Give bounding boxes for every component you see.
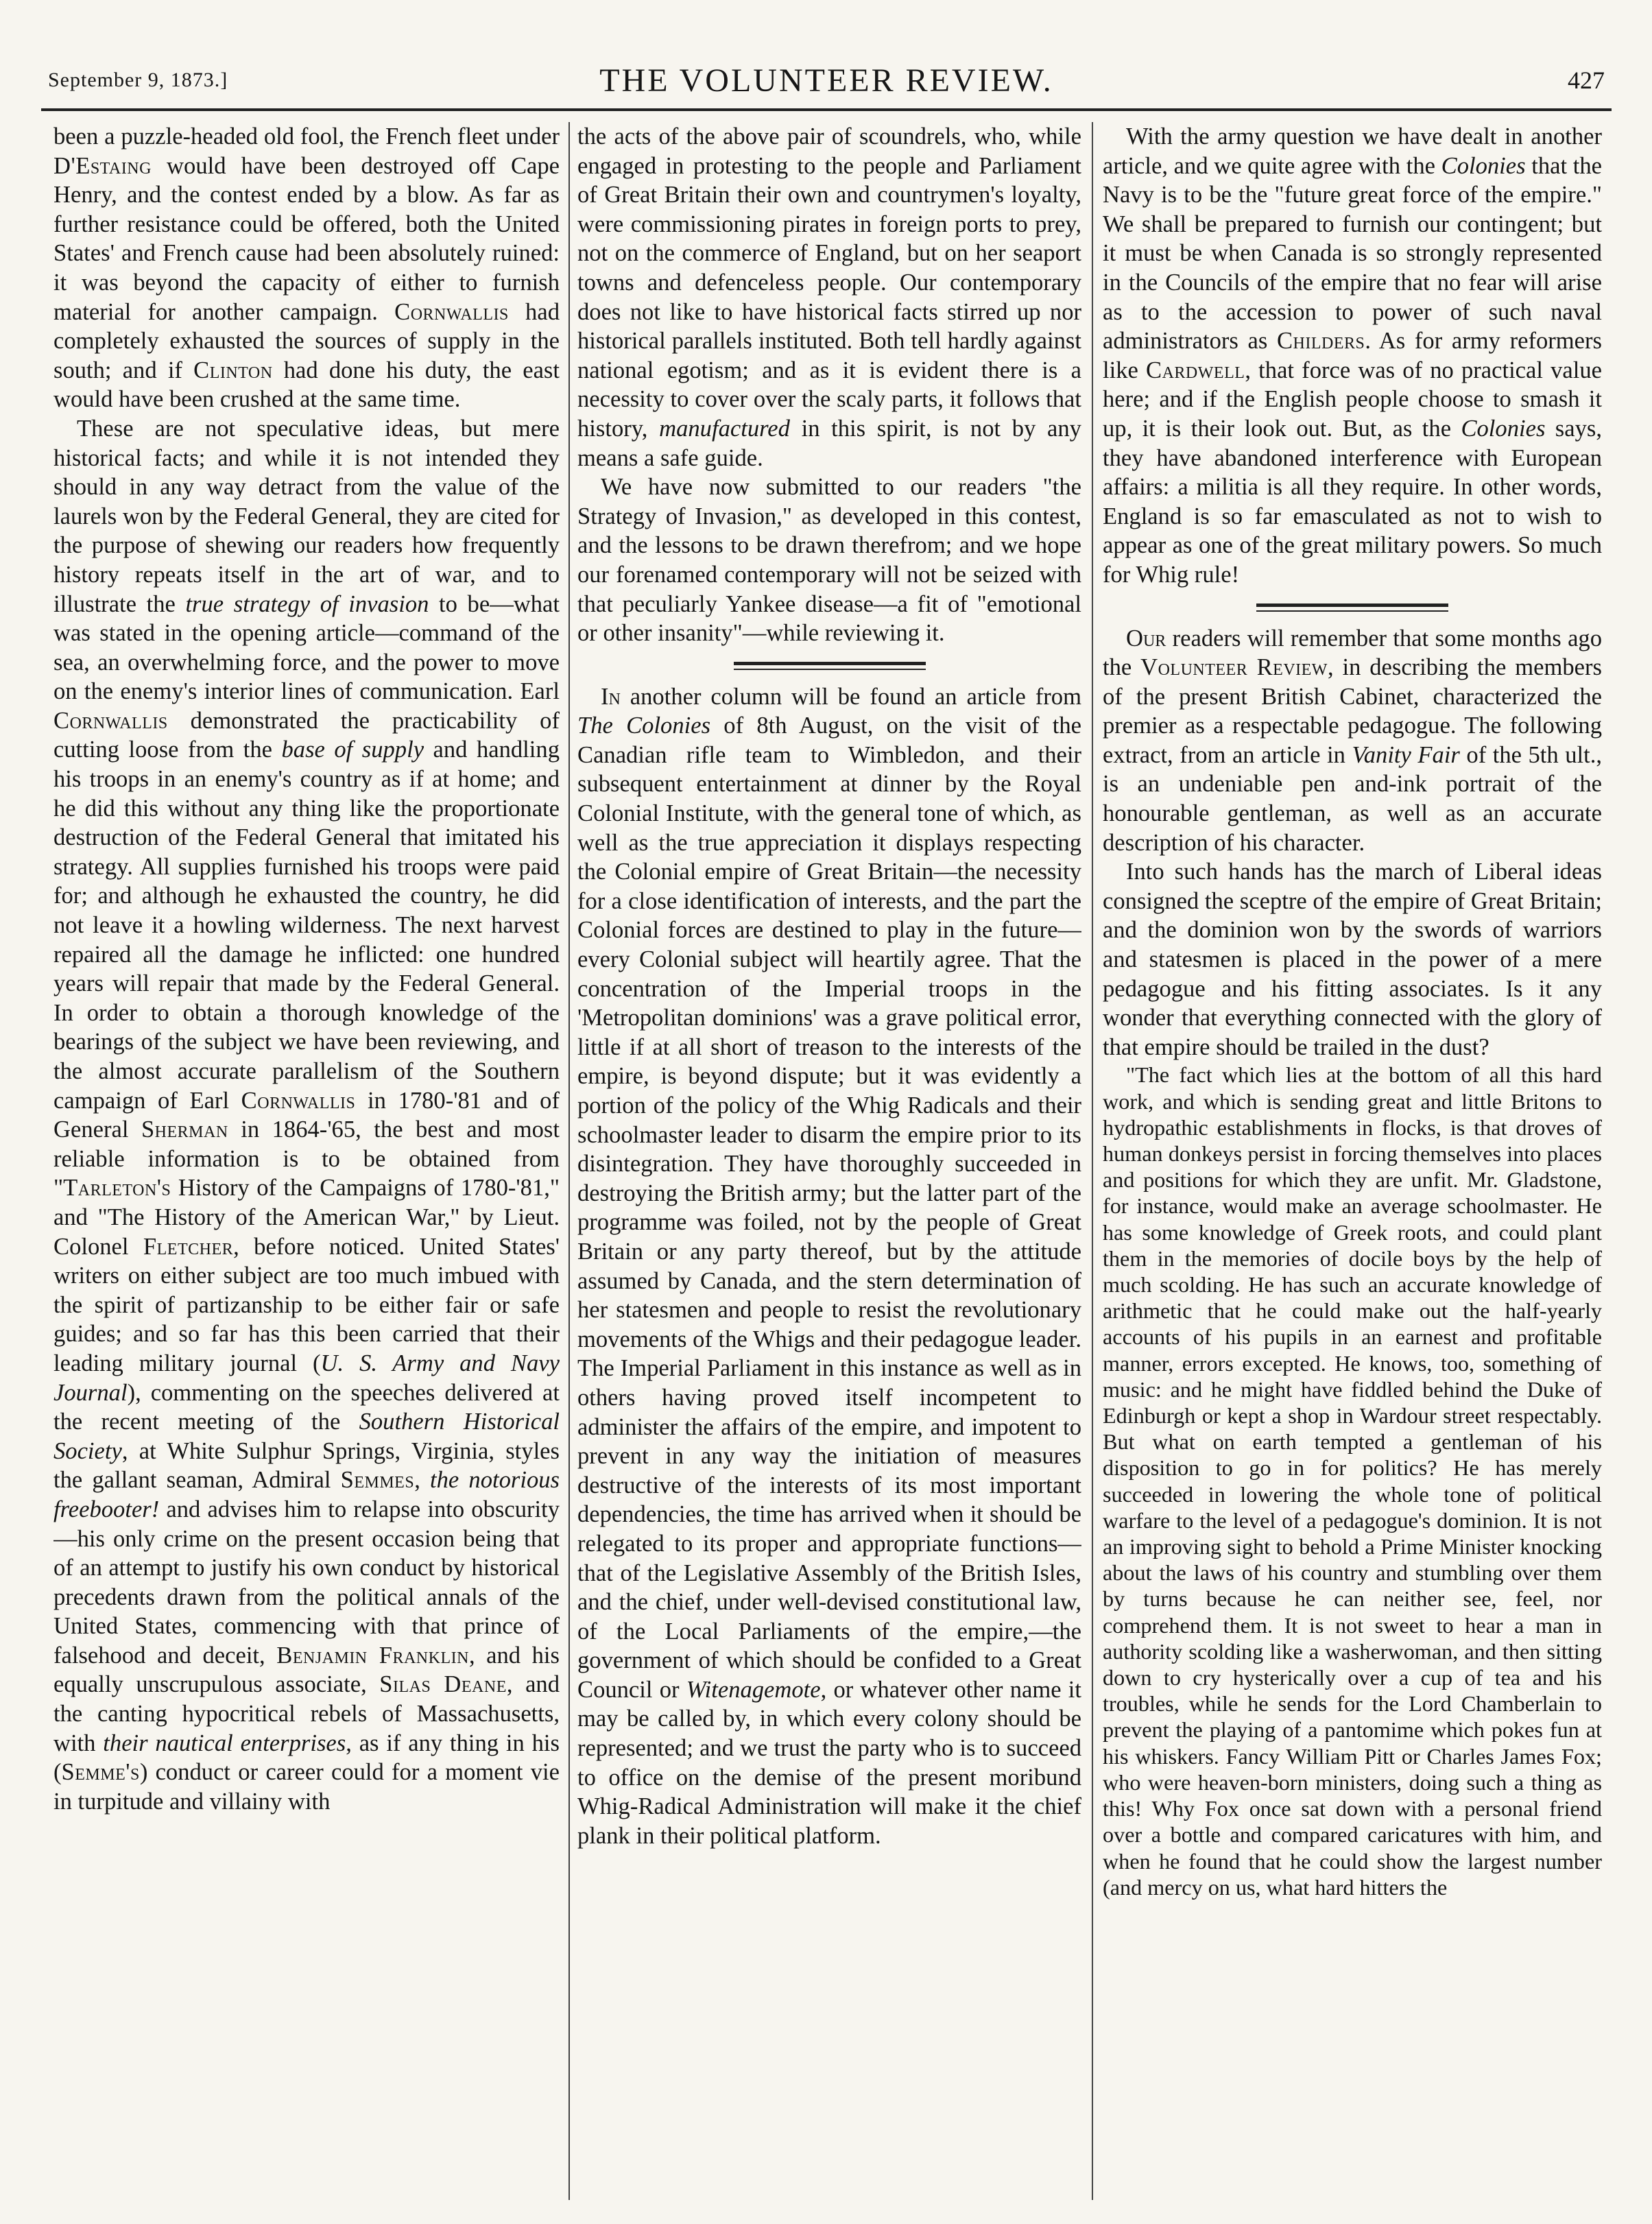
article-paragraph: In another column will be found an article from The Colonies of 8th August, on the visit of the Canadian rifle team to Wimbledon, and their subsequent entertainment at dinner by the Royal Colonial Institute, with the general tone of which, as well as the true appreciation it displays respecting the Colonial empire of Great Britain—the necessity for a close identification of interests, and the part the Colonial forces are destined to play in the future—every Colonial subject will heartily agree. That the concentration of the Imperial troops in the 'Metropolitan dominions' was a grave political error, little if at all short of treason to the interests of the empire, is beyond dispute; but it was evidently a portion of the policy of the Whig Radicals and their schoolmaster leader to disarm the empire prior to its disintegration. They have thoroughly succeeded in destroying the British army; but the latter part of the programme was foiled, not by the people of Great Britain or any party thereof, but by the attitude assumed by Canada, and the stern determination of her statesmen and people to resist the revolutionary movements of the Whigs and their pedagogue leader. The Imperial Parliament in this instance as well as in others having proved itself incompetent to administer the affairs of the empire, and impotent to prevent in any way the initiation of measures destructive of the interests of its most important dependencies, the time has arrived when it should be relegated to its proper and appropriate functions—that of the Legislative Assembly of the British Isles, and the chief, under well-devised constitutional law, of the Local Parliaments of the empire,—the government of which should be confided to a Great Council or Witenagemote, or whatever other name it may be called by, in which every colony should be represented; and we trust the party who is to succeed to office on the demise of the present moribund Whig-Radical Administration will make it the chief plank in their political platform. bbox=[577, 683, 1081, 1849]
column-3 bbox=[1103, 122, 1602, 2200]
article-paragraph: been a puzzle-headed old fool, the French fleet under D'Estaing would have been destroyed off Cape Henry, and the contest ended by a blow. As far as further resistance could be offered, both the United States' and French cause had been absolutely ruined: it was beyond the capacity of either to furnish material for another campaign. Cornwallis had completely exhausted the sources of supply in the south; and if Clinton had done his duty, the east would have been crushed at the same time. bbox=[53, 123, 560, 413]
column-rule-2 bbox=[1092, 122, 1093, 2200]
column-2 bbox=[577, 122, 1081, 2200]
article-paragraph: These are not speculative ideas, but mere historical facts; and while it is not intended they should in any way detract from the value of the laurels won by the Federal General, they are cited for the purpose of shewing our readers how frequently history repeats itself in the art of war, and to illustrate the true strategy of invasion to be—what was stated in the opening article—command of the sea, an overwhelming force, and the power to move on the enemy's interior lines of communication. Earl Cornwallis demonstrated the practicability of cutting loose from the base of supply and handling his troops in an enemy's country as if at home; and he did this without any thing like the proportionate destruction of the Federal General that imitated his strategy. All supplies furnished his troops were paid for; and although he exhausted the country, he did not leave it a howling wilderness. The next harvest repaired all the damage he inflicted: one hundred years will repair that made by the Federal General. In order to obtain a thorough knowledge of the bearings of the subject we have been reviewing, and the almost accurate parallelism of the Southern campaign of Earl Cornwallis in 1780-'81 and of General Sherman in 1864-'65, the best and most reliable information is to be obtained from "Tarleton's History of the Campaigns of 1780-'81," and "The History of the American War," by Lieut. Colonel Fletcher, before noticed. United States' writers on either subject are too much imbued with the spirit of partizanship to be either fair or safe guides; and so far has this been carried that their leading military journal (U. S. Army and Navy Journal), commenting on the speeches delivered at the recent meeting of the Southern Historical Society, at White Sulphur Springs, Virginia, styles the gallant seaman, Admiral Semmes, the notorious freebooter! and advises him to relapse into obscurity—his only crime on the present occasion being that of an attempt to justify his own conduct by historical precedents drawn from the political annals of the United States, commencing with that prince of falsehood and deceit, Benjamin Franklin, and his equally unscrupulous associate, Silas Deane, and the canting hypocritical rebels of Massachusetts, with their nautical enterprises, as if any thing in his (Semme's) conduct or career could for a moment vie in turpitude and villainy with bbox=[53, 415, 560, 1815]
section-divider bbox=[1256, 603, 1448, 612]
article-paragraph: We have now submitted to our readers "the Strategy of Invasion," as developed in this contest, and the lessons to be drawn therefrom; and we hope our forenamed contemporary will not be seized with that peculiarly Yankee disease—a fit of "emotional or other insanity"—while reviewing it. bbox=[577, 474, 1081, 647]
issue-date: September 9, 1873.] bbox=[48, 69, 228, 91]
article-paragraph: With the army question we have dealt in another article, and we quite agree with the Colonies that the Navy is to be the "future great force of the empire." We shall be prepared to furnish our contingent; but it must be when Canada is so strongly represented in the Councils of the empire that no fear will arise as to the accession to power of such naval administrators as Childers. As for army reformers like Cardwell, that force was of no practical value here; and if the English people choose to smash it up, it is their look out. But, as the Colonies says, they have abandoned interference with European affairs: a militia is all they require. In other words, England is so far emasculated as not to wish to appear as one of the great military powers. So much for Whig rule! bbox=[1103, 123, 1602, 588]
article-paragraph: Our readers will remember that some months ago the Volunteer Review, in describing the members of the present British Cabinet, characterized the premier as a respectable pedagogue. The following extract, from an article in Vanity Fair of the 5th ult., is an undeniable pen and-ink portrait of the honourable gentleman, as well as an accurate description of his character. bbox=[1103, 625, 1602, 856]
masthead-title: THE VOLUNTEER REVIEW. bbox=[599, 62, 1053, 99]
quoted-extract: "The fact which lies at the bottom of all this hard work, and which is sending great and little Britons to hydropathic establishments in flocks, is that droves of human donkeys persist in forcing themselves into places and positions for which they are unfit. Mr. Gladstone, for instance, would make an average schoolmaster. He has some knowledge of Greek roots, and could plant them in the memories of docile boys by the help of much scolding. He has such an accurate knowledge of arithmetic that he could make out the half-yearly accounts of his pupils in an earnest and profitable manner, errors excepted. He knows, too, something of music: and he might have fiddled behind the Duke of Edinburgh or kept a shop in Wardour street respectably. But what on earth tempted a gentleman of his disposition to go in for politics? He has merely succeeded in lowering the whole tone of political warfare to the level of a pedagogue's dominion. It is not an improving sight to behold a Prime Minister knocking about the laws of his country and stumbling over them by turns because he can neither see, feel, nor comprehend them. It is not sweet to hear a man in authority scolding like a washerwoman, and then sitting down to cry hysterically over a cup of tea and his troubles, while he sends for the Lord Chamberlain to prevent the playing of a pantomime which pokes fun at his whiskers. Fancy William Pitt or Charles James Fox; who were heaven-born ministers, doing such a thing as this! Why Fox once sat down with a personal friend over a bottle and compared caricatures with him, and when he found that he could show the largest number (and mercy on us, what hard hitters the bbox=[1103, 1062, 1602, 1900]
page-number: 427 bbox=[1568, 67, 1605, 94]
article-paragraph: Into such hands has the march of Liberal ideas consigned the sceptre of the empire of Great Britain; and the dominion won by the swords of warriors and statesmen is placed in the power of a mere pedagogue and his fitting associates. Is it any wonder that everything connected with the glory of that empire should be trailed in the dust? bbox=[1103, 859, 1602, 1060]
page-header bbox=[48, 62, 1605, 106]
header-rule bbox=[41, 108, 1612, 111]
section-divider bbox=[734, 662, 926, 670]
article-paragraph: the acts of the above pair of scoundrels, who, while engaged in protesting to the people and Parliament of Great Britain their own and countrymen's loyalty, were commissioning pirates in foreign ports to prey, not on the commerce of England, but on her seaport towns and defenceless people. Our contemporary does not like to have historical facts stirred up nor historical parallels instituted. Both tell hardly against national egotism; and as it is evident there is a necessity to cover over the scaly parts, it follows that history, manufactured in this spirit, is not by any means a safe guide. bbox=[577, 123, 1081, 471]
column-1 bbox=[53, 122, 560, 2200]
column-rule-1 bbox=[568, 122, 570, 2200]
